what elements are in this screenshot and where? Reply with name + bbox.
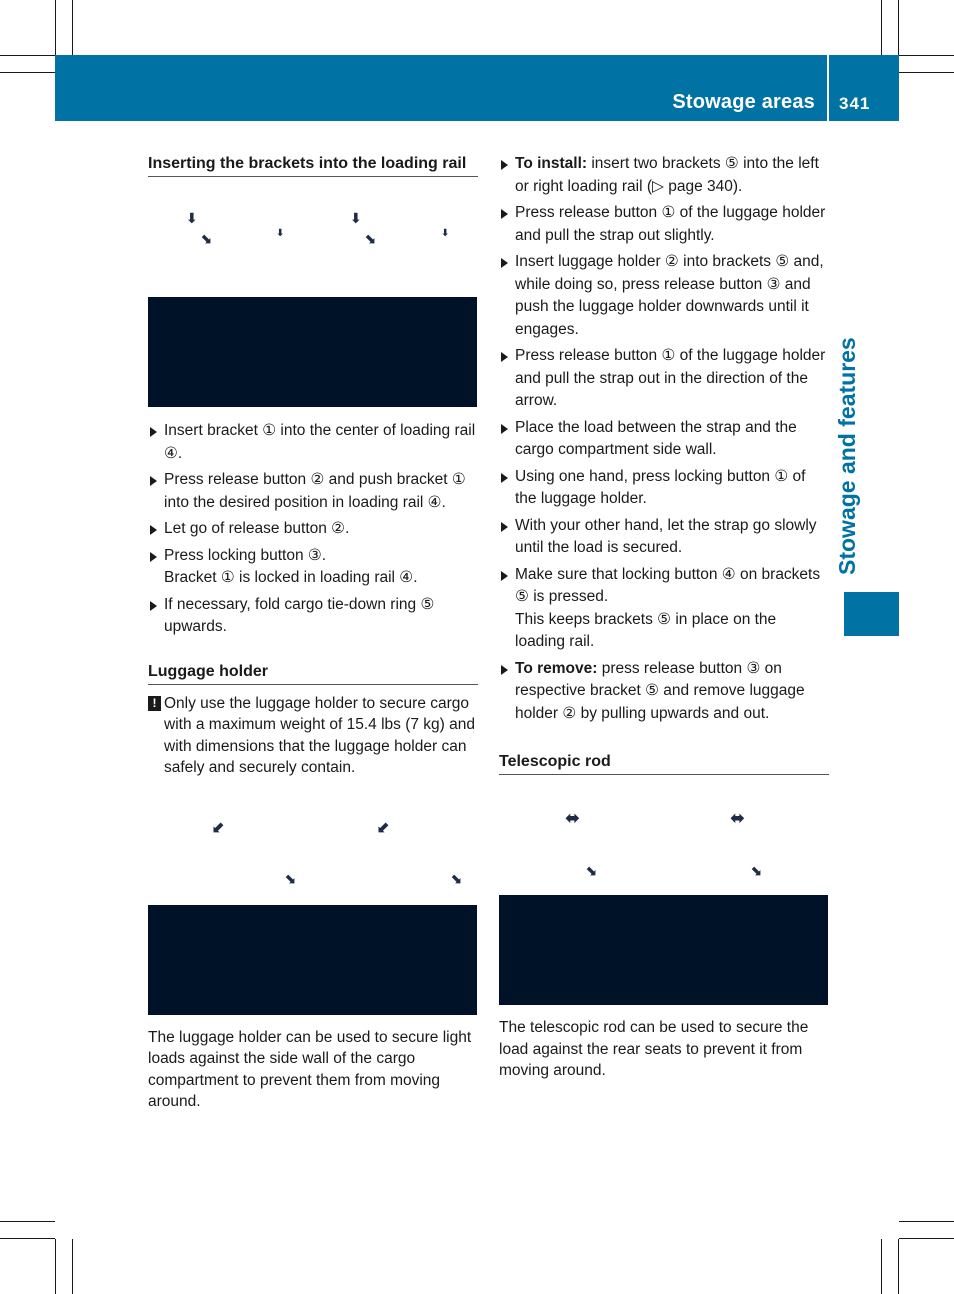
figure-brackets [148,177,477,407]
down-arrow-icon: ⬇ [276,228,285,239]
brackets-steps [148,420,478,639]
crop-mark [899,1221,954,1222]
diagonal-arrow-icon: ⬊ [450,869,462,886]
crop-mark [898,1239,899,1294]
figure-dark-panel [148,905,477,1015]
list-item [499,658,829,726]
down-arrow-icon: ⬇ [441,228,450,239]
list-item: Press release button ① of the luggage holder and pull the strap out in the direction of the arrow. [499,345,829,413]
crop-mark [898,0,899,55]
crop-mark [899,1238,954,1239]
install-label: To install: [515,155,588,172]
header-divider [827,55,829,121]
list-item: With your other hand, let the strap go slowly until the load is secured. [499,515,829,560]
crop-mark [72,1239,73,1294]
diagonal-arrow-icon: ⬊ [750,862,762,878]
page-number: 341 [839,94,871,113]
figure-illustration [148,177,477,297]
install-text: insert two brackets ⑤ into the left or right loading rail (▷ page 340). [515,155,819,195]
heading-inserting-brackets: Inserting the brackets into the loading rail [148,153,478,177]
down-arrow-icon: ⬇ [186,210,198,226]
heading-telescopic-rod: Telescopic rod [499,751,829,775]
heading-luggage-holder: Luggage holder [148,661,478,685]
figure-illustration [499,775,828,895]
right-column [499,153,829,1082]
paragraph-telescopic-rod: The telescopic rod can be used to secure the load against the rear seats to prevent it from moving around. [499,1019,809,1079]
figure-illustration [148,785,477,905]
page-header [55,55,899,121]
list-item [499,153,829,198]
crop-mark [899,55,954,56]
figure-dark-panel [148,297,477,407]
figure-dark-panel [499,895,828,1005]
list-item: Using one hand, press locking button ① of the luggage holder. [499,466,829,511]
double-arrow-icon: ⬌ [730,808,746,828]
chapter-tab [844,592,899,636]
diagonal-arrow-icon: ⬊ [364,230,376,246]
list-item: Press release button ① of the luggage holder and pull the strap out slightly. [499,202,829,247]
crop-mark [0,1221,55,1222]
remove-text: press release button ③ on respective bracket ⑤ and remove luggage holder ② by pulling upwards and out. [515,659,805,722]
down-arrow-icon: ⬇ [350,210,362,226]
list-item: Press release button ② and push bracket ① into the desired position in loading rail ④. [148,469,478,514]
diagonal-arrow-icon: ⬊ [585,862,597,878]
crop-mark [0,1238,55,1239]
crop-mark [899,72,954,73]
list-item: Let go of release button ②. [148,518,478,541]
diagonal-arrow-icon: ⬊ [200,230,212,246]
list-item: Place the load between the strap and the cargo compartment side wall. [499,417,829,462]
crop-mark [0,72,55,73]
remove-label: To remove: [515,659,598,677]
crop-mark [72,0,73,55]
crop-mark [0,55,55,56]
list-item: Insert luggage holder ② into brackets ⑤ and, while doing so, press release button ③ and push the luggage holder downwards until it engages. [499,251,829,341]
warning-icon: ! [148,696,161,711]
figure-luggage-holder [148,785,477,1015]
crop-mark [55,0,56,55]
list-item: Press locking button ③. Bracket ① is locked in loading rail ④. [148,545,478,590]
left-column [148,153,478,1113]
crop-mark [881,0,882,55]
diagonal-arrow-icon: ⬋ [377,818,391,836]
holder-steps [499,153,829,725]
crop-mark [55,1239,56,1294]
diagonal-arrow-icon: ⬋ [212,818,226,836]
diagonal-arrow-icon: ⬊ [284,869,296,886]
list-item: Make sure that locking button ④ on brackets ⑤ is pressed. This keeps brackets ⑤ in place on the loading rail. [499,564,829,654]
section-title: Stowage areas [672,91,815,113]
paragraph-luggage-holder: The luggage holder can be used to secure light loads against the side wall of the cargo compartment to prevent them from moving around. [148,1028,472,1110]
warning-text: Only use the luggage holder to secure cargo with a maximum weight of 15.4 lbs (7 kg) and with dimensions that the luggage holder can safely and securely contain. [164,694,475,776]
chapter-tab-label: Stowage and features [834,337,860,575]
crop-mark [881,1239,882,1294]
warning-note [148,693,478,779]
list-item: Insert bracket ① into the center of loading rail ④. [148,420,478,465]
double-arrow-icon: ⬌ [565,808,581,828]
list-item: If necessary, fold cargo tie-down ring ⑤ upwards. [148,594,478,639]
figure-telescopic-rod [499,775,828,1005]
